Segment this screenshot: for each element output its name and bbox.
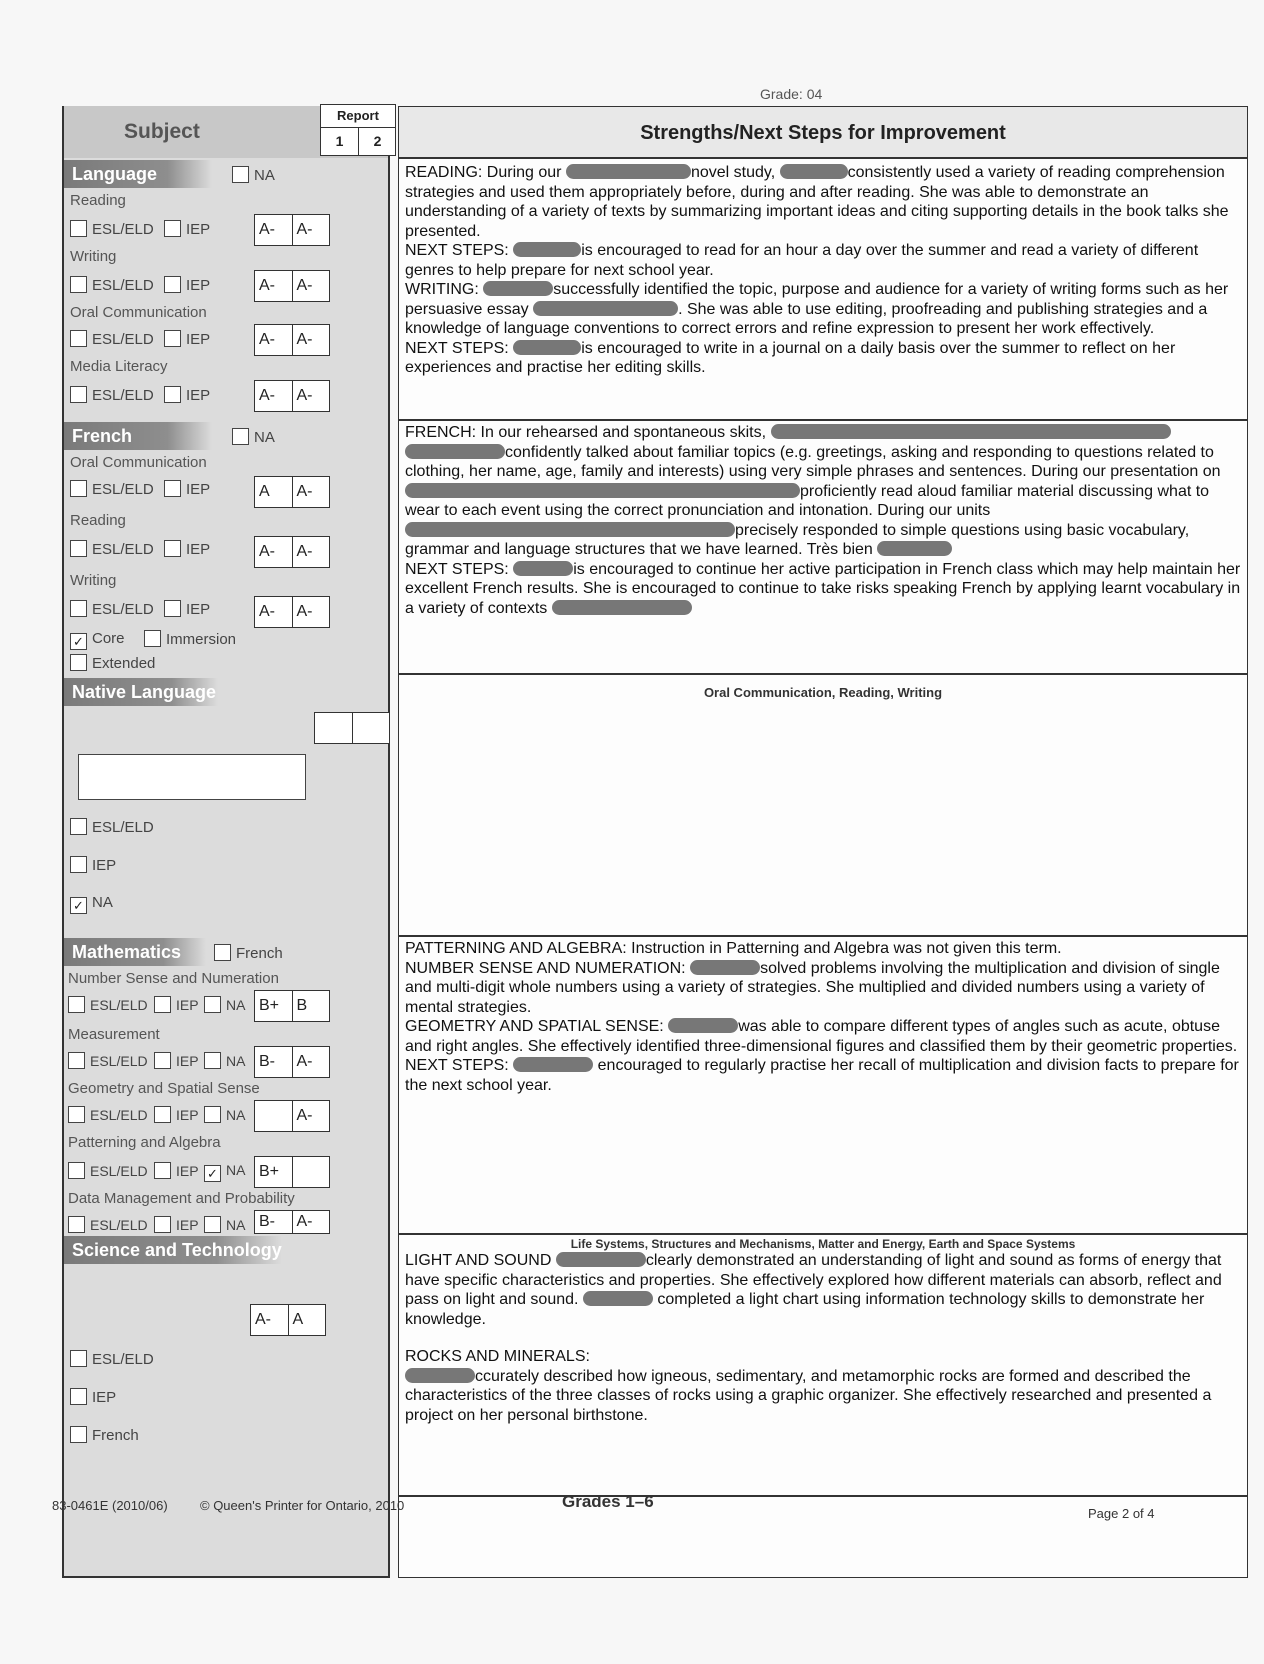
checkbox-icon: [154, 1106, 171, 1123]
iep-checkbox[interactable]: [164, 386, 210, 404]
redacted-block: [513, 242, 581, 257]
esl-label: ESL/ELD: [90, 997, 148, 1013]
iep-label: IEP: [92, 1389, 117, 1406]
comment-text: FRENCH: In our rehearsed and spontaneous skits,: [405, 424, 767, 441]
mathematics-comment-box: [398, 936, 1248, 1234]
grade-report-1: A-: [255, 381, 293, 411]
checkbox-icon: [70, 1426, 87, 1443]
comment-text: LIGHT AND SOUND: [405, 1252, 552, 1269]
comment-text: ROCKS AND MINERALS:: [405, 1348, 590, 1365]
science-strands: Life Systems, Structures and Mechanisms, Matter and Energy, Earth and Space Systems: [570, 1237, 1076, 1251]
checkbox-icon: [164, 540, 181, 557]
checkmark-icon: ✓: [70, 633, 87, 650]
esl-label: ESL/ELD: [90, 1053, 148, 1069]
na-label: NA: [92, 894, 113, 911]
comment-text: PATTERNING AND ALGEBRA: Instruction in Patterning and Algebra was not given this term.: [405, 940, 1062, 957]
esl-checkbox[interactable]: [68, 996, 148, 1013]
copyright: © Queen's Printer for Ontario, 2010: [200, 1498, 405, 1513]
strand-name: Number Sense and Numeration: [68, 970, 279, 987]
iep-label: IEP: [176, 1053, 199, 1069]
checkbox-icon: [70, 654, 87, 671]
grade-report-2: A-: [296, 331, 313, 348]
mathematics-comment: [405, 939, 1241, 1095]
strengths-header: Strengths/Next Steps for Improvement: [398, 106, 1248, 158]
grade-boxes: [254, 380, 330, 412]
cut-off-grade-header: Grade: 04: [760, 86, 823, 102]
strand-name: Patterning and Algebra: [68, 1134, 221, 1151]
esl-checkbox[interactable]: [70, 818, 154, 836]
esl-checkbox[interactable]: [68, 1216, 148, 1233]
redacted-block: [513, 1057, 593, 1072]
redacted-block: [690, 960, 760, 975]
iep-checkbox[interactable]: [154, 1052, 199, 1069]
na-checkbox[interactable]: [204, 1162, 245, 1182]
esl-label: ESL/ELD: [92, 601, 154, 618]
grades-label: Grades 1–6: [562, 1492, 654, 1511]
checkbox-icon: [70, 1350, 87, 1367]
iep-label: IEP: [176, 1163, 199, 1179]
immersion-label: Immersion: [166, 631, 237, 648]
native-language-panel: [62, 674, 390, 936]
esl-label: ESL/ELD: [90, 1217, 148, 1233]
comment-text: is encouraged to write in a journal on a daily basis over the summer to reflect on her experiences and practise her editing skills.: [405, 339, 1176, 376]
iep-checkbox[interactable]: [164, 220, 210, 238]
iep-label: IEP: [186, 331, 211, 348]
redacted-block: [405, 1368, 475, 1383]
comment-text: NEXT STEPS:: [405, 242, 509, 259]
french-label: French: [92, 1427, 139, 1444]
grade-report-1: A: [255, 477, 293, 507]
grade-report-1: B+: [255, 991, 293, 1021]
comment-text: completed a light chart using information technology skills to demonstrate her knowledge.: [405, 1291, 1205, 1328]
checkbox-icon: [70, 386, 87, 403]
na-label: NA: [226, 1107, 246, 1123]
grade-report-2: A-: [296, 221, 313, 238]
grade-report-2: A-: [296, 277, 313, 294]
checkbox-icon: [70, 1388, 87, 1405]
iep-label: IEP: [186, 221, 211, 238]
esl-checkbox[interactable]: [70, 386, 154, 404]
native-language-strands: Oral Communication, Reading, Writing: [703, 685, 943, 700]
grade-report-2: A-: [296, 1053, 313, 1070]
language-na-checkbox[interactable]: [232, 166, 275, 184]
redacted-block: [552, 600, 692, 615]
na-checkbox[interactable]: [204, 1106, 245, 1123]
na-label: NA: [226, 1053, 246, 1069]
redacted-block: [405, 522, 735, 537]
comment-text: GEOMETRY AND SPATIAL SENSE:: [405, 1018, 664, 1035]
na-label: NA: [226, 997, 246, 1013]
iep-checkbox[interactable]: [164, 600, 210, 618]
grade-report-2: B: [296, 997, 308, 1014]
report-card-page: [52, 106, 1241, 1581]
comment-text: solved problems involving the multiplication and division of single and multi-digit whole numbers using a variety of strategies. She multiplied and divided numbers using a variety of mental strategies.: [405, 959, 1220, 1016]
grade-boxes: [254, 1046, 330, 1078]
report-label: Report: [321, 105, 395, 128]
strand-name: Writing: [70, 248, 117, 265]
grade-boxes: [254, 270, 330, 302]
checkbox-icon: [70, 600, 87, 617]
iep-label: IEP: [92, 857, 117, 874]
esl-checkbox[interactable]: [70, 1350, 154, 1368]
iep-label: IEP: [186, 541, 211, 558]
comment-text: WRITING:: [405, 281, 479, 298]
page-number: Page 2 of 4: [1088, 1506, 1155, 1521]
redacted-block: [533, 301, 678, 316]
comment-text: is encouraged to continue her active participation in French class which may help maintain her excellent French results. She is encouraged to continue to take risks speaking French by applying learnt vocabulary in a variety of contexts: [405, 560, 1241, 617]
mathematics-panel: [62, 936, 390, 1234]
grade-report-1: B-: [255, 1047, 293, 1077]
esl-label: ESL/ELD: [92, 819, 154, 836]
strand-name: Writing: [70, 572, 117, 589]
grade-report-1: A-: [255, 597, 293, 627]
iep-label: IEP: [186, 387, 211, 404]
esl-checkbox[interactable]: [68, 1106, 148, 1123]
checkbox-icon: [68, 1216, 85, 1233]
comment-text: was able to compare different types of angles such as acute, obtuse and right angles. She effectively identified three-dimensional figures and classified them by their geometric properties.: [405, 1018, 1238, 1055]
native-language-title: Native Language: [64, 678, 218, 706]
comment-text: encouraged to regularly practise her recall of multiplication and division facts to prepare for the next school year.: [405, 1057, 1239, 1094]
science-panel: [62, 1234, 390, 1496]
checkbox-icon: [204, 996, 221, 1013]
french-comment: [405, 423, 1241, 618]
subject-label: Subject: [124, 120, 200, 143]
comment-text: NEXT STEPS:: [405, 560, 509, 578]
redacted-block: [668, 1018, 738, 1033]
checkbox-icon: [70, 856, 87, 873]
redacted-block: [583, 1291, 653, 1306]
french-na-checkbox[interactable]: [232, 428, 275, 446]
comment-text: consistently used a variety of reading comprehension strategies and used them appropriately before, during and after reading. She was able to demonstrate an understanding of a variety of texts by summarizing important ideas and citing supporting details in the book talks she presented.: [405, 164, 1229, 240]
strand-name: Reading: [70, 512, 126, 529]
na-checkbox[interactable]: [204, 1052, 245, 1069]
form-code: 83-0461E (2010/06): [52, 1498, 168, 1513]
checkbox-icon: [68, 1052, 85, 1069]
french-comment-box: [398, 420, 1248, 674]
comment-text: successfully identified the topic, purpose and audience for a variety of writing forms such as her persuasive essay: [405, 281, 1229, 318]
extended-checkbox[interactable]: [70, 654, 155, 672]
iep-label: IEP: [186, 481, 211, 498]
language-title: Language: [64, 160, 212, 188]
checkbox-icon: [144, 630, 161, 647]
esl-checkbox[interactable]: [70, 276, 154, 294]
esl-checkbox[interactable]: [68, 1162, 148, 1179]
checkbox-icon: [70, 480, 87, 497]
iep-checkbox[interactable]: [164, 276, 210, 294]
checkbox-icon: [154, 1052, 171, 1069]
grade-boxes: [250, 1304, 326, 1336]
comment-text: precisely responded to simple questions using basic vocabulary, grammar and language structures that we have learned. Très bien: [405, 521, 1190, 558]
checkbox-icon: [164, 600, 181, 617]
grade-report-1: A-: [255, 271, 293, 301]
esl-label: ESL/ELD: [92, 1351, 154, 1368]
grade-boxes: [254, 596, 330, 628]
language-comment: [405, 163, 1241, 378]
grade-report-2: A-: [296, 603, 313, 620]
checkbox-icon: [204, 1106, 221, 1123]
checkbox-icon: [70, 330, 87, 347]
grade-report-1: [315, 713, 353, 743]
native-language-comment-box: [398, 674, 1248, 936]
esl-label: ESL/ELD: [92, 277, 154, 294]
esl-label: ESL/ELD: [90, 1163, 148, 1179]
grade-report-2: A-: [296, 543, 313, 560]
comment-text: clearly demonstrated an understanding of light and sound as forms of energy that have specific characteristics and properties. She effectively explored how different materials can absorb, reflect and pass on light and sound.: [405, 1252, 1222, 1308]
checkbox-icon: [164, 480, 181, 497]
french-title: French: [64, 422, 212, 450]
core-checkbox[interactable]: [70, 630, 125, 650]
comment-text: proficiently read aloud familiar material discussing what to wear to each event using the correct pronunciation and intonation. During our units: [405, 482, 1210, 519]
language-panel: [62, 158, 390, 420]
grade-report-1: [255, 1101, 293, 1131]
strand-name: Reading: [70, 192, 126, 209]
na-label: NA: [254, 429, 275, 446]
checkbox-icon: [204, 1216, 221, 1233]
grade-boxes: [314, 712, 390, 744]
redacted-block: [483, 281, 553, 296]
redacted-block: [556, 1252, 646, 1267]
checkbox-icon: [164, 220, 181, 237]
mathematics-title: Mathematics: [64, 938, 206, 966]
french-label: French: [236, 945, 283, 962]
strand-name: Media Literacy: [70, 358, 168, 375]
checkbox-icon: [154, 1162, 171, 1179]
strand-name: Oral Communication: [70, 304, 207, 321]
iep-checkbox[interactable]: [70, 856, 116, 874]
checkbox-icon: [204, 1052, 221, 1069]
esl-checkbox[interactable]: [70, 600, 154, 618]
science-comment-box: [398, 1234, 1248, 1496]
comment-text: confidently talked about familiar topics (e.g. greetings, asking and responding to questions related to clothing, her name, age, family and interests) using very simple phrases and sentences. During our presentation on: [405, 443, 1221, 480]
redacted-block: [877, 541, 952, 556]
na-label: NA: [226, 1217, 246, 1233]
redacted-block: [405, 483, 800, 498]
grade-report-1: A-: [251, 1305, 289, 1335]
checkbox-icon: [68, 1106, 85, 1123]
grade-report-2: A: [292, 1311, 304, 1328]
checkbox-icon: [232, 428, 249, 445]
grade-boxes: [254, 1100, 330, 1132]
checkmark-icon: ✓: [204, 1165, 221, 1182]
grade-report-1: A-: [255, 537, 293, 567]
language-name-field[interactable]: [78, 754, 306, 800]
redacted-block: [405, 444, 505, 459]
esl-label: ESL/ELD: [92, 387, 154, 404]
grade-report-1: B-: [255, 1211, 293, 1233]
core-label: Core: [92, 630, 125, 647]
strand-name: Geometry and Spatial Sense: [68, 1080, 260, 1097]
redacted-block: [771, 424, 1171, 439]
checkbox-icon: [154, 996, 171, 1013]
report-col-1: 1: [321, 128, 359, 155]
checkbox-icon: [70, 540, 87, 557]
redacted-block: [566, 164, 691, 179]
grade-report-2: A-: [296, 387, 313, 404]
checkbox-icon: [154, 1216, 171, 1233]
strand-name: Oral Communication: [70, 454, 207, 471]
esl-checkbox[interactable]: [70, 540, 154, 558]
comment-text: NEXT STEPS:: [405, 1057, 509, 1074]
french-panel: [62, 420, 390, 674]
comment-text: READING: During our: [405, 164, 562, 181]
grade-boxes: [254, 536, 330, 568]
redacted-block: [513, 340, 581, 355]
comment-text: is encouraged to read for an hour a day over the summer and read a variety of different genres to help prepare for next school year.: [405, 242, 1199, 279]
comment-text: NEXT STEPS:: [405, 339, 509, 357]
iep-checkbox[interactable]: [164, 540, 210, 558]
iep-checkbox[interactable]: [164, 480, 210, 498]
checkbox-icon: [70, 818, 87, 835]
checkbox-icon: [164, 276, 181, 293]
iep-checkbox[interactable]: [154, 1216, 199, 1233]
redacted-block: [513, 561, 573, 576]
science-comment: [405, 1251, 1241, 1425]
report-col-2: 2: [373, 133, 382, 149]
strand-name: Measurement: [68, 1026, 160, 1043]
grade-report-2: [293, 1157, 330, 1187]
esl-checkbox[interactable]: [70, 220, 154, 238]
checkbox-icon: [68, 1162, 85, 1179]
iep-label: IEP: [186, 277, 211, 294]
esl-checkbox[interactable]: [70, 480, 154, 498]
grade-report-1: B+: [255, 1157, 293, 1187]
comment-text: NUMBER SENSE AND NUMERATION:: [405, 959, 686, 977]
na-checkbox[interactable]: [204, 1216, 245, 1233]
esl-label: ESL/ELD: [90, 1107, 148, 1123]
grade-report-1: A-: [255, 215, 293, 245]
grade-boxes: [254, 476, 330, 508]
na-checkbox[interactable]: [70, 894, 113, 914]
math-french-checkbox[interactable]: [214, 944, 283, 962]
grade-boxes: [254, 990, 330, 1022]
grade-boxes: [254, 1156, 330, 1188]
iep-label: IEP: [186, 601, 211, 618]
grade-report-2: A-: [296, 1213, 313, 1230]
language-comment-box: [398, 158, 1248, 420]
esl-label: ESL/ELD: [92, 331, 154, 348]
esl-label: ESL/ELD: [92, 481, 154, 498]
strand-name: Data Management and Probability: [68, 1190, 295, 1207]
comment-text: ccurately described how igneous, sedimentary, and metamorphic rocks are formed and described the characteristics of the three classes of rocks using a graphic organizer. She effectively researched and presented a project on her personal birthstone.: [405, 1367, 1212, 1424]
iep-label: IEP: [176, 1107, 199, 1123]
checkbox-icon: [68, 996, 85, 1013]
checkbox-icon: [70, 220, 87, 237]
iep-checkbox[interactable]: [154, 1106, 199, 1123]
checkbox-icon: [232, 166, 249, 183]
immersion-checkbox[interactable]: [144, 630, 236, 648]
iep-checkbox[interactable]: [154, 996, 199, 1013]
grade-boxes: [254, 1210, 330, 1234]
comment-text: novel study,: [690, 164, 776, 181]
checkmark-icon: ✓: [70, 897, 87, 914]
extended-label: Extended: [92, 655, 156, 672]
grade-report-1: A-: [255, 325, 293, 355]
checkbox-icon: [214, 944, 231, 961]
grade-report-2: [353, 713, 390, 743]
report-columns-header: [320, 104, 396, 156]
checkbox-icon: [164, 330, 181, 347]
iep-label: IEP: [176, 997, 199, 1013]
redacted-block: [780, 164, 848, 179]
na-label: NA: [254, 167, 275, 184]
na-checkbox[interactable]: [204, 996, 245, 1013]
na-label: NA: [226, 1162, 246, 1178]
esl-checkbox[interactable]: [70, 330, 154, 348]
iep-label: IEP: [176, 1217, 199, 1233]
iep-checkbox[interactable]: [70, 1388, 116, 1406]
grade-boxes: [254, 324, 330, 356]
comment-text: . She was able to use editing, proofreading and publishing strategies and a knowledge of language conventions to correct errors and refine expression to present her work effectively.: [405, 300, 1208, 337]
checkbox-icon: [70, 276, 87, 293]
grade-boxes: [254, 214, 330, 246]
grade-report-2: A-: [296, 1107, 313, 1124]
grade-report-2: A-: [296, 483, 313, 500]
french-checkbox[interactable]: [70, 1426, 139, 1444]
esl-label: ESL/ELD: [92, 541, 154, 558]
esl-checkbox[interactable]: [68, 1052, 148, 1069]
science-title: Science and Technology: [64, 1236, 282, 1264]
esl-label: ESL/ELD: [92, 221, 154, 238]
checkbox-icon: [164, 386, 181, 403]
iep-checkbox[interactable]: [164, 330, 210, 348]
iep-checkbox[interactable]: [154, 1162, 199, 1179]
